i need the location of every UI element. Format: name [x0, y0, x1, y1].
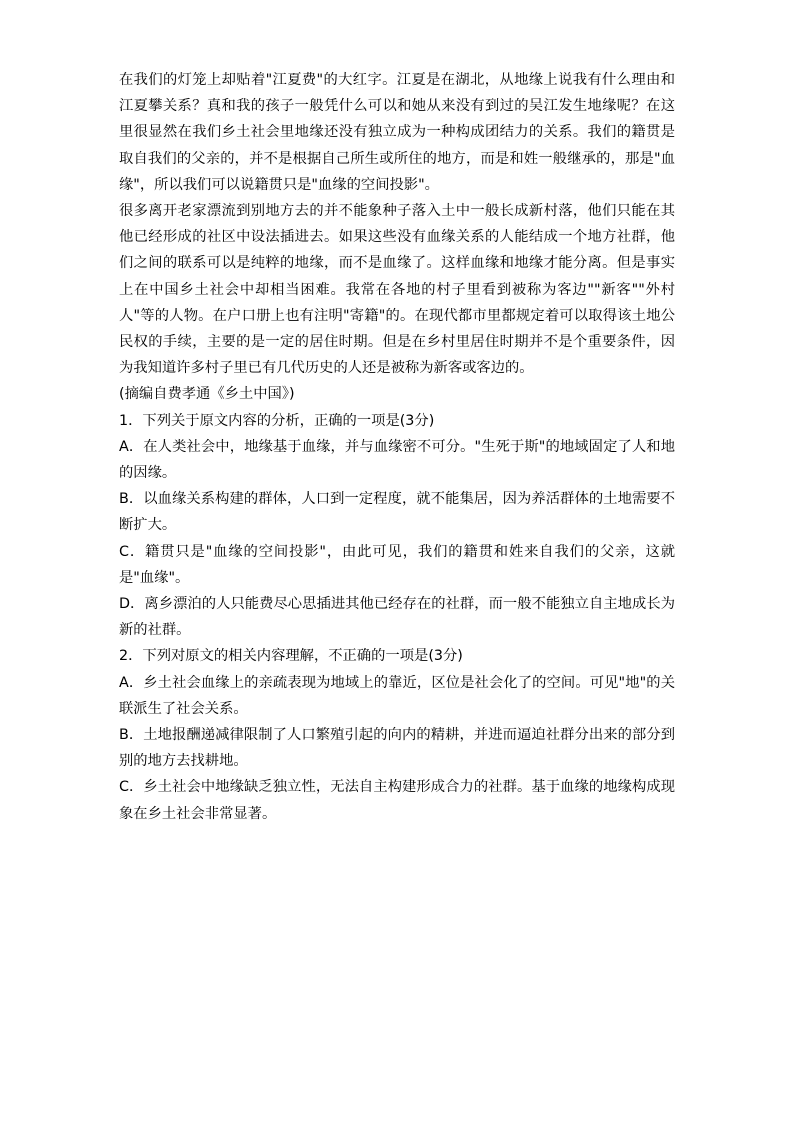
- question-2-option-b: B．土地报酬递减律限制了人口繁殖引起的向内的精耕，并进而逼迫社群分出来的部分到别的地方去找耕地。: [119, 727, 675, 770]
- question-2-option-a: A．乡土社会血缘上的亲疏表现为地域上的靠近，区位是社会化了的空间。可见"地"的关联派生了社会关系。: [119, 674, 675, 717]
- document-page: [119, 67, 675, 827]
- question-1-stem: 1．下列关于原文内容的分析，正确的一项是(3分): [119, 412, 435, 429]
- question-1-option-d: D．离乡漂泊的人只能费尽心思插进其他已经存在的社群，而一般不能独立自主地成长为新的社群。: [119, 596, 675, 639]
- question-2-stem: 2．下列对原文的相关内容理解，不正确的一项是(3分): [119, 648, 463, 665]
- question-1-option-b: B．以血缘关系构建的群体，人口到一定程度，就不能集居，因为养活群体的土地需要不断扩大。: [119, 491, 675, 534]
- question-2-option-c: C．乡土社会中地缘缺乏独立性，无法自主构建形成合力的社群。基于血缘的地缘构成现象在乡土社会非常显著。: [119, 779, 675, 822]
- passage-paragraph-1: 在我们的灯笼上却贴着"江夏费"的大红字。江夏是在湖北，从地缘上说我有什么理由和江夏攀关系？真和我的孩子一般凭什么可以和她从来没有到过的吴江发生地缘呢？在这里很显然在我们乡土社会里地缘还没有独立成为一种构成团结力的关系。我们的籍贯是取自我们的父亲的，并不是根据自己所生或所住的地方，而是和姓一般继承的，那是"血缘"，所以我们可以说籍贯只是"血缘的空间投影"。: [119, 72, 675, 193]
- source-citation: (摘编自费孝通《乡土中国》): [119, 386, 295, 403]
- question-1-option-c: C．籍贯只是"血缘的空间投影"，由此可见，我们的籍贯和姓来自我们的父亲，这就是"血缘"。: [119, 543, 675, 586]
- passage-paragraph-2: 很多离开老家漂流到别地方去的并不能象种子落入土中一般长成新村落，他们只能在其他已经形成的社区中设法插进去。如果这些没有血缘关系的人能结成一个地方社群，他们之间的联系可以是纯粹的地缘，而不是血缘了。这样血缘和地缘才能分离。但是事实上在中国乡土社会中却相当困难。我常在各地的村子里看到被称为客边""新客""外村人"等的人物。在户口册上也有注明"寄籍"的。在现代都市里都规定着可以取得该土地公民权的手续，主要的是一定的居住时期。但是在乡村里居住时期并不是个重要条件，因为我知道许多村子里已有几代历史的人还是被称为新客或客边的。: [119, 203, 675, 377]
- question-1-option-a: A．在人类社会中，地缘基于血缘，并与血缘密不可分。"生死于斯"的地域固定了人和地的因缘。: [119, 438, 675, 482]
